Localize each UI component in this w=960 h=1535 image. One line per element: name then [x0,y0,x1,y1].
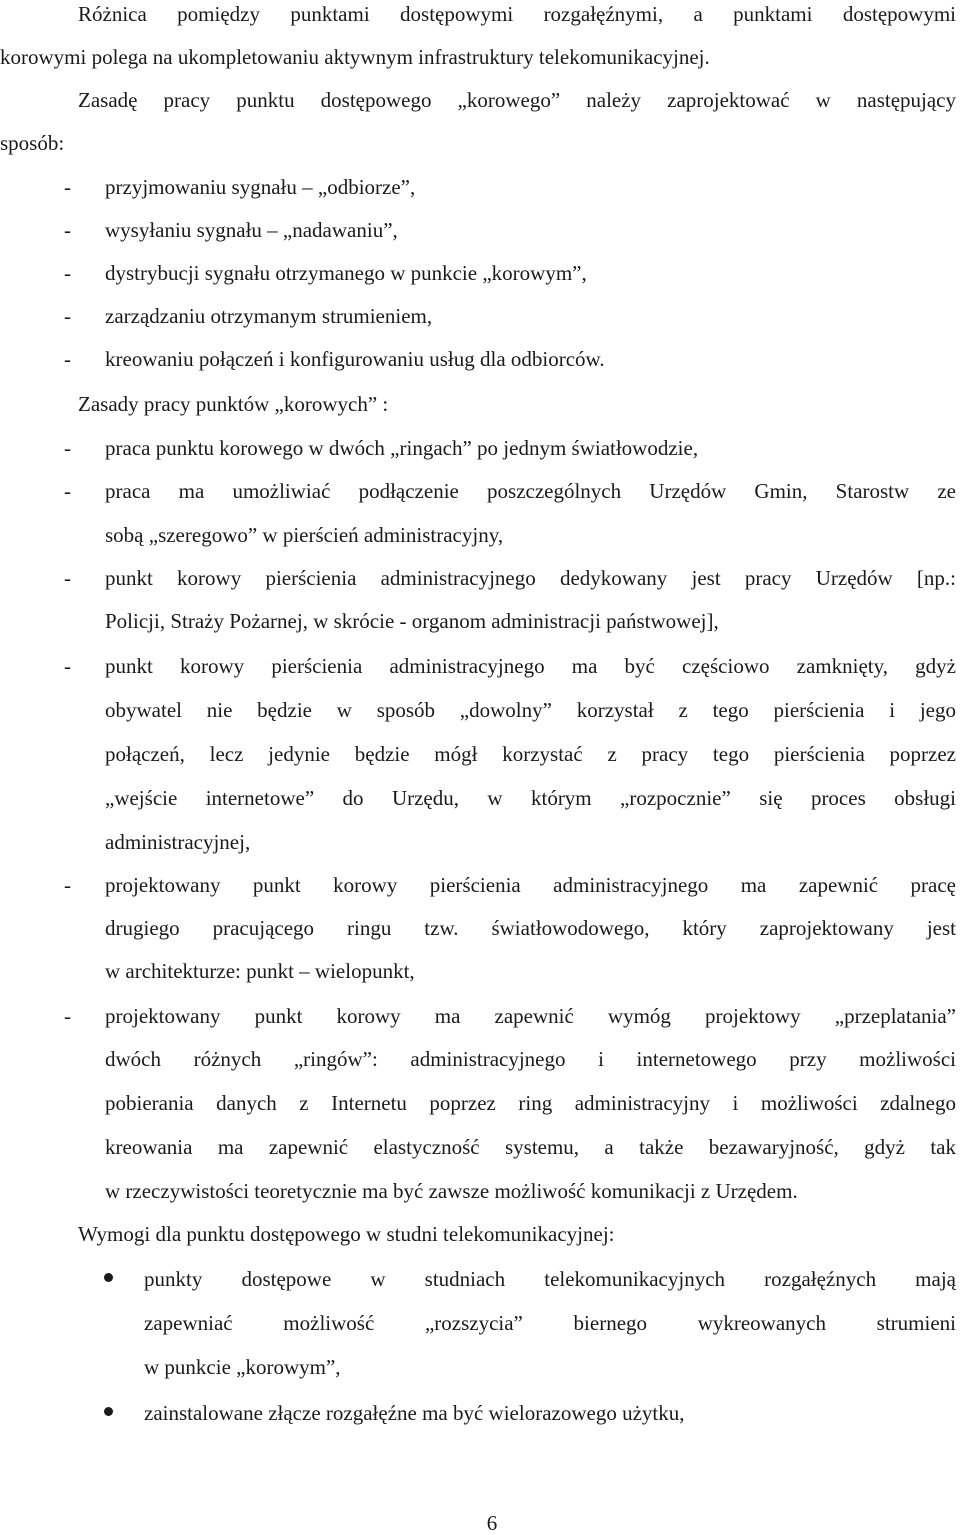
list-dash: - [64,304,71,328]
intro-line-3: Zasadę pracy punktu dostępowego „korowego” należy zaprojektować w następujący [78,88,956,112]
list-dash: - [64,347,71,371]
requirement-1-line-1: punkty dostępowe w studniach telekomunikacyjnych rozgałęźnych mają [144,1267,956,1291]
list-item: kreowaniu połączeń i konfigurowaniu usług dla odbiorców. [105,347,605,371]
list-item: dystrybucji sygnału otrzymanego w punkcie „korowym”, [105,261,587,285]
rule-3-line-2: Policji, Straży Pożarnej, w skrócie - organom administracji państwowej], [105,609,719,633]
rule-2-line-2: sobą „szeregowo” w pierścień administracyjny, [105,523,504,547]
rule-dash: - [64,566,71,590]
list-item: wysyłaniu sygnału – „nadawaniu”, [105,218,398,242]
rule-5-line-3: w architekturze: punkt – wielopunkt, [105,959,415,983]
page-number: 6 [486,1511,498,1535]
rule-2-line-1: praca ma umożliwiać podłączenie poszczególnych Urzędów Gmin, Starostw ze [105,479,956,503]
rule-6-line-1: projektowany punkt korowy ma zapewnić wymóg projektowy „przeplatania” [105,1004,956,1028]
list-item: zarządzaniu otrzymanym strumieniem, [105,304,433,328]
rule-dash: - [64,436,71,460]
rule-4-line-3: połączeń, lecz jedynie będzie mógł korzystać z pracy tego pierścienia poprzez [105,742,956,766]
rule-6-line-2: dwóch różnych „ringów”: administracyjnego i internetowego przy możliwości [105,1047,956,1071]
requirement-1-line-2: zapewniać możliwość „rozszycia” biernego wykreowanych strumieni [144,1311,956,1335]
list-item: przyjmowaniu sygnału – „odbiorze”, [105,175,416,199]
rule-dash: - [64,654,71,678]
intro-line-1: Różnica pomiędzy punktami dostępowymi rozgałęźnymi, a punktami dostępowymi [78,2,956,26]
requirement-2-line-1: zainstalowane złącze rozgałęźne ma być wielorazowego użytku, [144,1401,685,1425]
rule-6-line-5: w rzeczywistości teoretycznie ma być zawsze możliwość komunikacji z Urzędem. [105,1179,798,1203]
bullet-icon [104,1407,113,1416]
rule-5-line-1: projektowany punkt korowy pierścienia administracyjnego ma zapewnić pracę [105,873,956,897]
rule-4-line-2: obywatel nie będzie w sposób „dowolny” korzystał z tego pierścienia i jego [105,698,956,722]
list-dash: - [64,175,71,199]
rule-6-line-3: pobierania danych z Internetu poprzez ring administracyjny i możliwości zdalnego [105,1091,956,1115]
list-dash: - [64,218,71,242]
rule-dash: - [64,873,71,897]
rule-5-line-2: drugiego pracującego ringu tzw. światłowodowego, który zaprojektowany jest [105,916,956,940]
requirements-heading: Wymogi dla punktu dostępowego w studni telekomunikacyjnej: [78,1222,615,1246]
intro-line-4: sposób: [0,131,65,155]
requirement-1-line-3: w punkcie „korowym”, [144,1355,341,1379]
rule-6-line-4: kreowania ma zapewnić elastyczność systemu, a także bezawaryjność, gdyż tak [105,1135,956,1159]
rule-3-line-1: punkt korowy pierścienia administracyjnego dedykowany jest pracy Urzędów [np.: [105,566,956,590]
rule-4-line-1: punkt korowy pierścienia administracyjnego ma być częściowo zamknięty, gdyż [105,654,956,678]
rule-4-line-4: „wejście internetowe” do Urzędu, w którym „rozpocznie” się proces obsługi [105,786,956,810]
bullet-icon [104,1273,113,1282]
rule-dash: - [64,479,71,503]
list-dash: - [64,261,71,285]
rules-heading: Zasady pracy punktów „korowych” : [78,392,389,416]
intro-line-2: korowymi polega na ukompletowaniu aktywnym infrastruktury telekomunikacyjnej. [0,45,710,69]
rule-1-line-1: praca punktu korowego w dwóch „ringach” po jednym światłowodzie, [105,436,699,460]
rule-dash: - [64,1004,71,1028]
rule-4-line-5: administracyjnej, [105,830,251,854]
